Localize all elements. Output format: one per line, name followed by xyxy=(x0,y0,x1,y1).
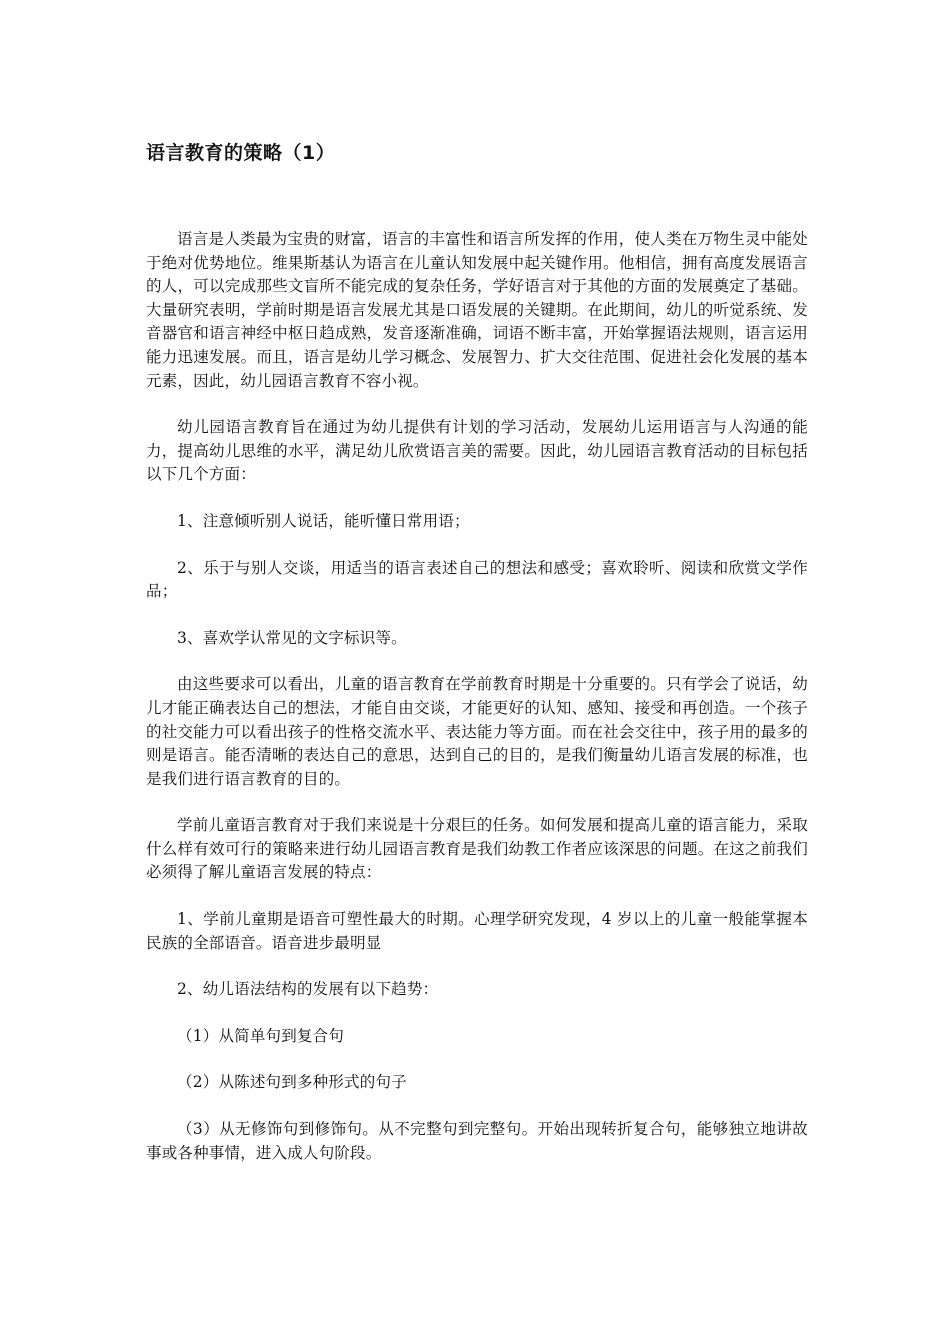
paragraph-goals: 幼儿园语言教育旨在通过为幼儿提供有计划的学习活动，发展幼儿运用语言与人沟通的能力，提高幼儿思维的水平，满足幼儿欣赏语言美的需要。因此，幼儿园语言教育活动的目标包括以下几个方面： xyxy=(146,418,808,484)
grammar-trend-2: （2）从陈述句到多种形式的句子 xyxy=(177,1073,407,1092)
paragraph-importance: 由这些要求可以看出，儿童的语言教育在学前教育时期是十分重要的。只有学会了说话，幼儿才能正确表达自己的想法，才能自由交谈，才能更好的认知、感知、接受和再创造。一个孩子的社交能力可以看出孩子的性格交流水平、表达能力等方面。而在社会交往中，孩子用的最多的则是语言。能否清晰的表达自己的意思，达到自己的目的，是我们衡量幼儿语言发展的标准，也是我们进行语言教育的目的。 xyxy=(146,675,808,788)
document-body xyxy=(146,228,808,1165)
feature-item-2: 2、幼儿语法结构的发展有以下趋势： xyxy=(177,980,439,999)
paragraph-intro: 语言是人类最为宝贵的财富，语言的丰富性和语言所发挥的作用，使人类在万物生灵中能处于绝对优势地位。维果斯基认为语言在儿童认知发展中起关键作用。他相信，拥有高度发展语言的人，可以完成那些文盲所不能完成的复杂任务，学好语言对于其他的方面的发展奠定了基础。大量研究表明，学前时期是语言发展尤其是口语发展的关键期。在此期间，幼儿的听觉系统、发音器官和语言神经中枢日趋成熟，发音逐渐准确，词语不断丰富，开始掌握语法规则，语言运用能力迅速发展。而且，语言是幼儿学习概念、发展智力、扩大交往范围、促进社会化发展的基本元素，因此，幼儿园语言教育不容小视。 xyxy=(146,230,808,390)
goal-item-3: 3、喜欢学认常见的文字标识等。 xyxy=(177,628,407,647)
paragraph-task: 学前儿童语言教育对于我们来说是十分艰巨的任务。如何发展和提高儿童的语言能力，采取什么样有效可行的策略来进行幼儿园语言教育是我们幼教工作者应该深思的问题。在这之前我们必须得了解儿童语言发展的特点： xyxy=(146,816,808,882)
goal-item-1: 1、注意倾听别人说话，能听懂日常用语； xyxy=(177,511,470,530)
document-title: 语言教育的策略（1） xyxy=(146,142,336,164)
feature-item-1: 1、学前儿童期是语音可塑性最大的时期。心理学研究发现，4 岁以上的儿童一般能掌握本民族的全部语音。语音进步最明显 xyxy=(146,910,808,952)
document-page xyxy=(146,140,808,1188)
goal-item-2: 2、乐于与别人交谈，用适当的语言表述自己的想法和感受；喜欢聆听、阅读和欣赏文学作品； xyxy=(146,558,808,601)
grammar-trend-3: （3）从无修饰句到修饰句。从不完整句到完整句。开始出现转折复合句，能够独立地讲故事或各种事情，进入成人句阶段。 xyxy=(146,1120,808,1162)
grammar-trend-1: （1）从简单句到复合句 xyxy=(177,1026,345,1045)
